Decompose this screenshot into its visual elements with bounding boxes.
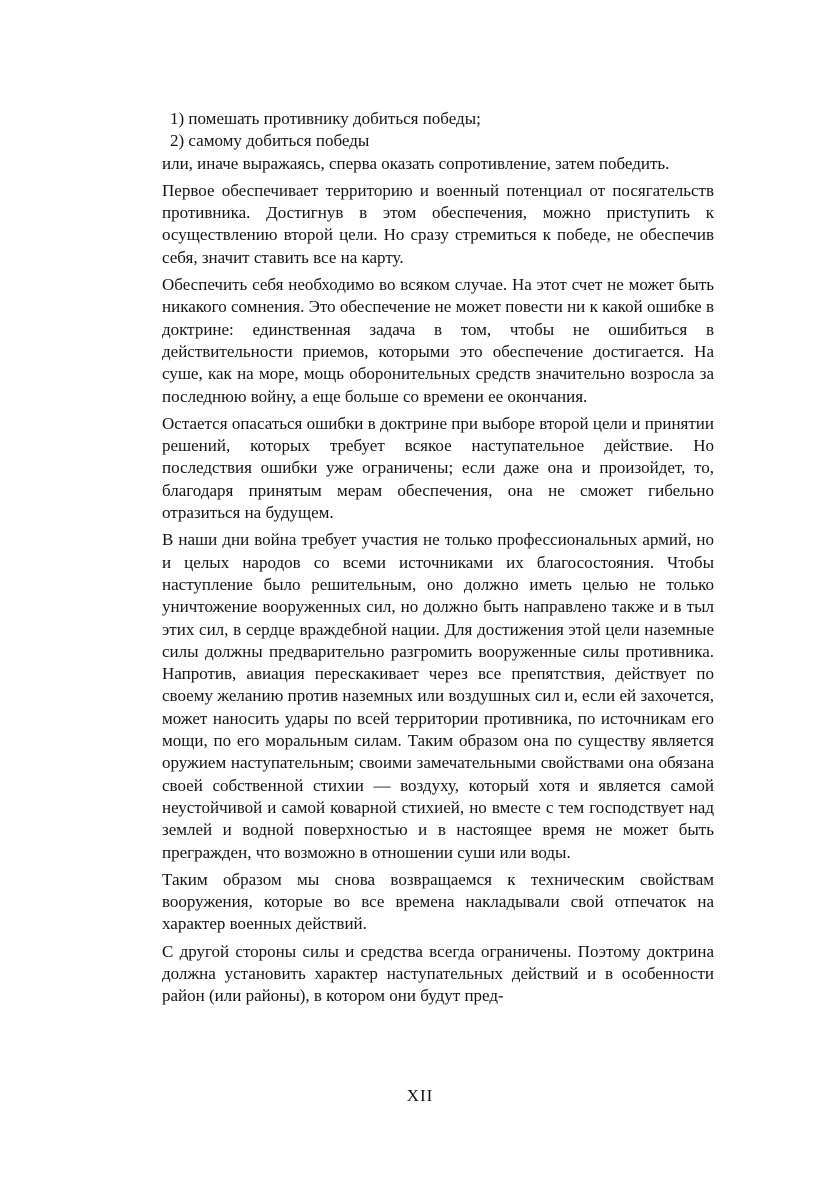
paragraph-1: Первое обеспечивает территорию и военный потенциал от посягательств противника. Достигнув в этом обеспечения, можно приступить к осуществлению второй цели. Но сразу стремиться к победе, не обеспечив себя, значит ставить все на карту. — [162, 180, 714, 267]
paragraph-4: В наши дни война требует участия не только профессиональных армий, но и целых народов со всеми источниками их благосостояния. Чтобы наступление было решительным, оно должно иметь целью не только уничтожение вооруженных сил, но должно быть направлено также и в тыл этих сил, в сердце враждебной нации. Для достижения этой цели наземные силы должны предварительно разгромить вооруженные силы противника. Напротив, авиация перескакивает через все препятствия, действует по своему желанию против наземных или воздушных сил и, если ей захочется, может наносить удары по всей территории противника, по источникам его мощи, по его моральным силам. Таким образом она по существу является оружием наступательным; своими замечательными свойствами она обязана своей собственной стихии — воздуху, который хотя и является самой неустойчивой и самой коварной стихией, но вместе с тем господствует над землей и водной поверхностью и в настоящее время не может быть прегражден, что возможно в отношении суши или воды. — [162, 530, 714, 862]
paragraph-6: С другой стороны силы и средства всегда ограничены. Поэтому доктрина должна установить характер наступательных действий и в особенности район (или районы), в котором они будут пред- — [162, 941, 714, 1006]
list-item-2: 2) самому добиться победы — [170, 131, 370, 151]
continuation-text: или, иначе выражаясь, сперва оказать сопротивление, затем победить. — [162, 153, 670, 173]
list-item-1: 1) помешать противнику добиться победы; — [170, 109, 481, 128]
page-number: XII — [406, 1086, 434, 1105]
paragraph-2: Обеспечить себя необходимо во всяком случае. На этот счет не может быть никакого сомнения. Это обеспечение не может повести ни к какой ошибке в доктрине: единственная задача в том, чтобы не ошибиться в действительности приемов, которыми это обеспечение достигается. На суше, как на море, мощь оборонительных средств значительно возросла за последнюю войну, а еще больше со времени ее окончания. — [162, 275, 714, 406]
paragraph-3: Остается опасаться ошибки в доктрине при выборе второй цели и принятии решений, которых требует всякое наступательное действие. Но последствия ошибки уже ограничены; если даже она и произойдет, то, благодаря принятым мерам обеспечения, она не сможет гибельно отразиться на будущем. — [162, 413, 714, 523]
page-body — [162, 108, 714, 1008]
paragraph-5: Таким образом мы снова возвращаемся к техническим свойствам вооружения, которые во все времена накладывали свой отпечаток на характер военных действий. — [162, 869, 714, 934]
